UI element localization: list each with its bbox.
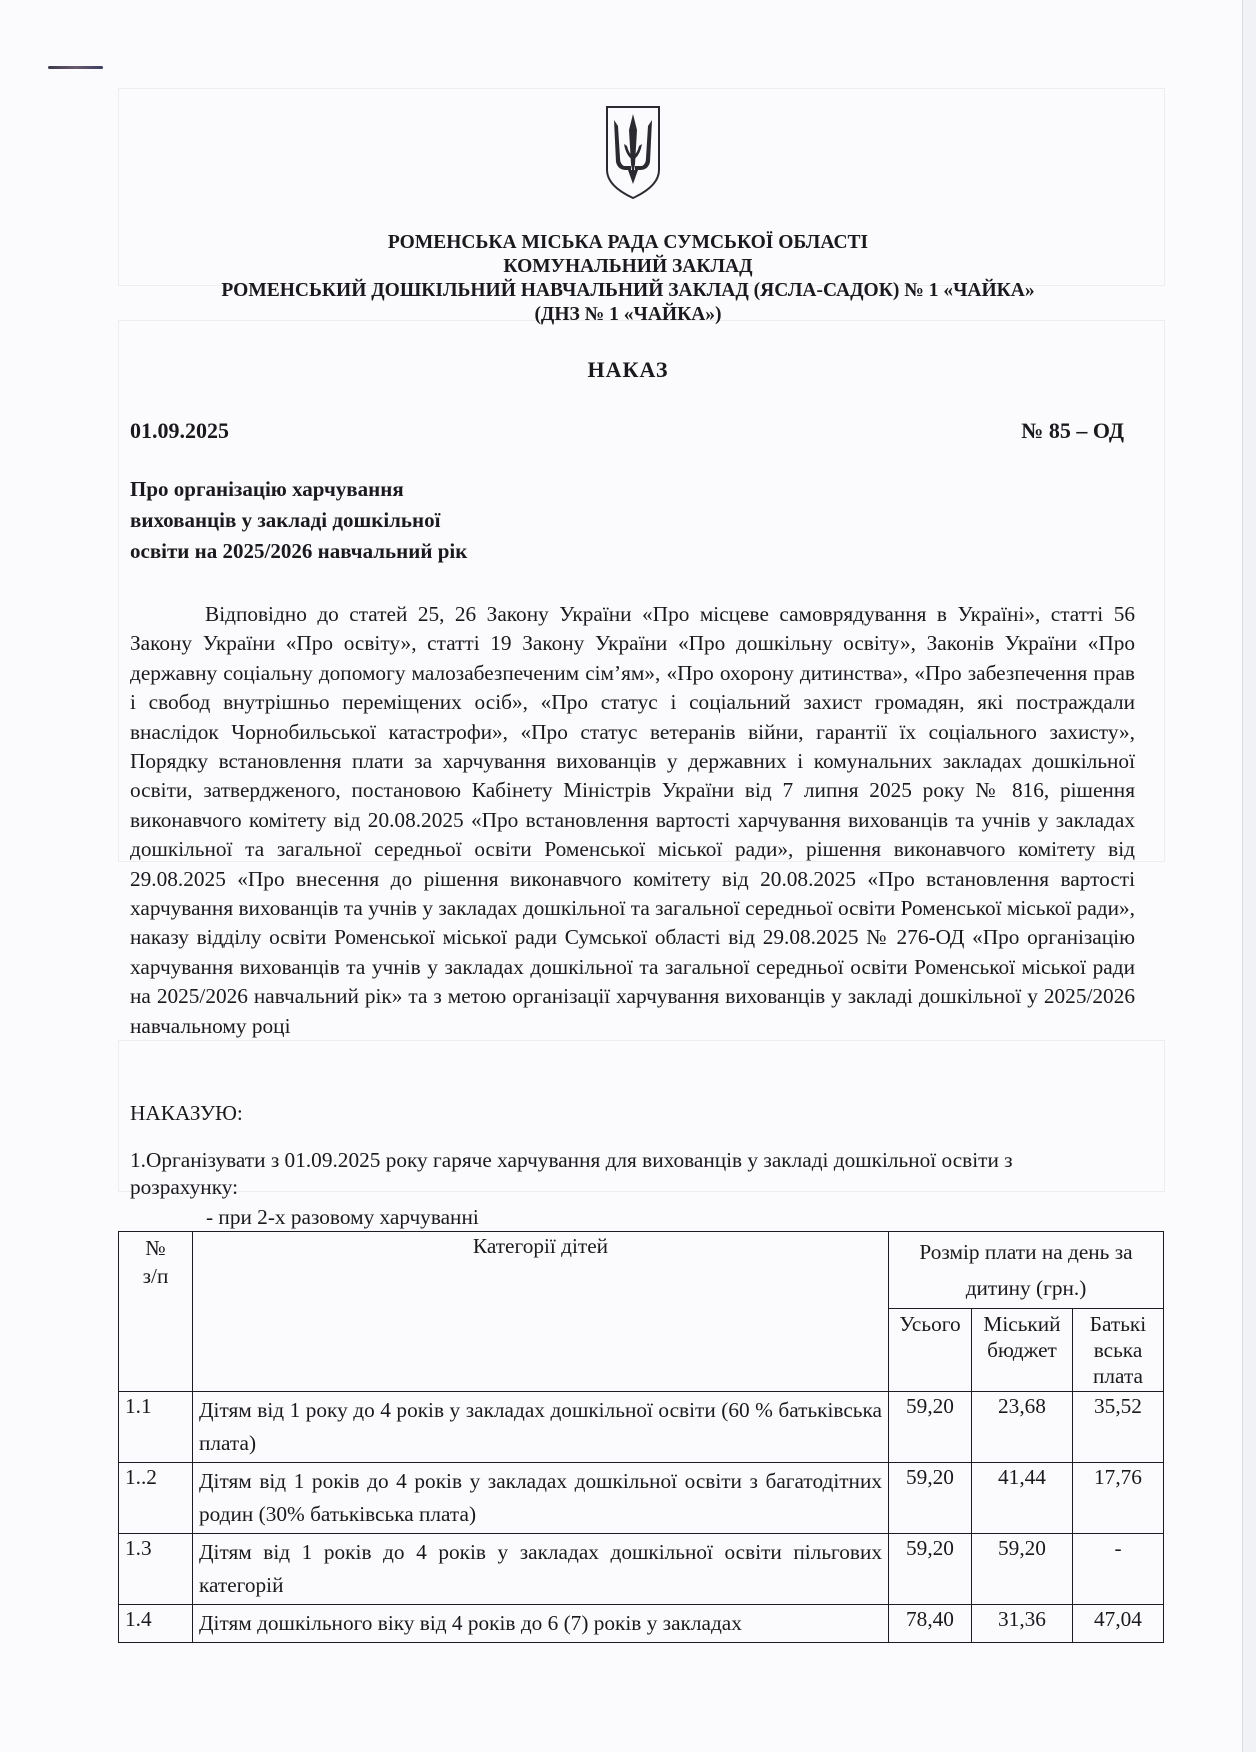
org-line-council: РОМЕНСЬКА МІСЬКА РАДА СУМСЬКОЇ ОБЛАСТІ bbox=[387, 232, 869, 253]
row-total: 59,20 bbox=[889, 1392, 972, 1463]
header-number-symbol: № bbox=[145, 1236, 166, 1260]
document-type: НАКАЗ bbox=[587, 357, 669, 382]
column-header-category: Категорії дітей bbox=[193, 1232, 889, 1392]
column-header-parent-fee bbox=[1073, 1309, 1164, 1392]
order-date: 01.09.2025 bbox=[130, 418, 229, 443]
row-number: 1.1 bbox=[119, 1392, 193, 1463]
row-parent-fee: 47,04 bbox=[1073, 1605, 1164, 1643]
row-category: Дітям від 1 років до 4 років у закладах дошкільної освіти з багатодітних родин (30% батьківська плата) bbox=[193, 1463, 889, 1534]
row-category: Дітям від 1 року до 4 років у закладах дошкільної освіти (60 % батьківська плата) bbox=[193, 1392, 889, 1463]
org-line-communal: КОМУНАЛЬНИЙ ЗАКЛАД bbox=[503, 256, 753, 277]
org-line-institution: РОМЕНСЬКИЙ ДОШКІЛЬНИЙ НАВЧАЛЬНИЙ ЗАКЛАД (ЯСЛА-САДОК) № 1 «ЧАЙКА» bbox=[221, 280, 1035, 301]
order-subject bbox=[130, 474, 467, 567]
column-header-city-budget: Міський бюджет bbox=[972, 1309, 1073, 1392]
row-total: 59,20 bbox=[889, 1463, 972, 1534]
row-number: 1.3 bbox=[119, 1534, 193, 1605]
org-line-short-name: (ДНЗ № 1 «ЧАЙКА») bbox=[534, 304, 722, 325]
table-row bbox=[119, 1605, 1164, 1643]
header-number-abbrev: з/п bbox=[142, 1264, 169, 1288]
row-parent-fee: - bbox=[1073, 1534, 1164, 1605]
row-number: 1.4 bbox=[119, 1605, 193, 1643]
trident-emblem-icon bbox=[604, 104, 662, 200]
subject-line: освіти на 2025/2026 навчальний рік bbox=[130, 539, 468, 563]
column-header-number bbox=[119, 1232, 193, 1392]
column-header-total: Усього bbox=[889, 1309, 972, 1392]
fee-table bbox=[118, 1231, 1164, 1643]
row-city-budget: 23,68 bbox=[972, 1392, 1073, 1463]
staple-mark bbox=[48, 66, 103, 69]
row-total: 59,20 bbox=[889, 1534, 972, 1605]
parent-fee-line: вська bbox=[1093, 1338, 1143, 1362]
parent-fee-line: Батькі bbox=[1089, 1312, 1147, 1336]
order-item-1: 1.Організувати з 01.09.2025 року гаряче харчування для вихованців у закладі дошкільної освіти з розрахунку: bbox=[130, 1148, 1013, 1199]
order-number: № 85 – ОД bbox=[1021, 418, 1124, 443]
row-parent-fee: 35,52 bbox=[1073, 1392, 1164, 1463]
row-city-budget: 41,44 bbox=[972, 1463, 1073, 1534]
table-row bbox=[119, 1463, 1164, 1534]
row-total: 78,40 bbox=[889, 1605, 972, 1643]
table-row bbox=[119, 1534, 1164, 1605]
table-row bbox=[119, 1392, 1164, 1463]
row-city-budget: 31,36 bbox=[972, 1605, 1073, 1643]
subject-line: Про організацію харчування bbox=[130, 477, 404, 501]
order-keyword: НАКАЗУЮ: bbox=[130, 1101, 243, 1125]
row-number: 1..2 bbox=[119, 1463, 193, 1534]
meal-mode-label: - при 2-х разовому харчуванні bbox=[206, 1205, 479, 1229]
row-city-budget: 59,20 bbox=[972, 1534, 1073, 1605]
parent-fee-line: плата bbox=[1093, 1364, 1143, 1388]
row-category: Дітям дошкільного віку від 4 років до 6 (7) років у закладах bbox=[193, 1605, 889, 1643]
column-header-fee-group: Розмір плати на день за дитину (грн.) bbox=[889, 1232, 1164, 1309]
row-parent-fee: 17,76 bbox=[1073, 1463, 1164, 1534]
preamble-paragraph: Відповідно до статей 25, 26 Закону України «Про місцеве самоврядування в Україні», статті 56 Закону України «Про освіту», статті 19 Закону України «Про дошкільну освіту», Законів України «Про державну соціальну допомогу малозабезпеченим сім’ям», «Про охорону дитинства», «Про забезпечення прав і свобод внутрішньо переміщених осіб», «Про статус і соціальний захист громадян, які постраждали внаслідок Чорнобильської катастрофи», «Про статус ветеранів війни, гарантії їх соціального захисту», Порядку встановлення плати за харчування вихованців у державних і комунальних закладах дошкільної освіти, затвердженого, постановою Кабінету Міністрів України від 7 липня 2025 року № 816, рішення виконавчого комітету від 20.08.2025 «Про встановлення вартості харчування вихованців та учнів у закладах дошкільної та загальної середньої освіти Роменської міської ради», рішення виконавчого комітету від 29.08.2025 «Про внесення до рішення виконавчого комітету від 20.08.2025 «Про встановлення вартості харчування вихованців та учнів у закладах дошкільної та загальної середньої освіти Роменської міської ради», наказу відділу освіти Роменської міської ради Сумської області від 29.08.2025 № 276-ОД «Про організацію харчування вихованців та учнів у закладах дошкільної та загальної середньої освіти Роменської міської ради на 2025/2026 навчальний рік» та з метою організації харчування вихованців у закладі дошкільної у 2025/2026 навчальному році bbox=[130, 602, 1135, 1038]
subject-line: вихованців у закладі дошкільної bbox=[130, 508, 441, 532]
row-category: Дітям від 1 років до 4 років у закладах дошкільної освіти пільгових категорій bbox=[193, 1534, 889, 1605]
